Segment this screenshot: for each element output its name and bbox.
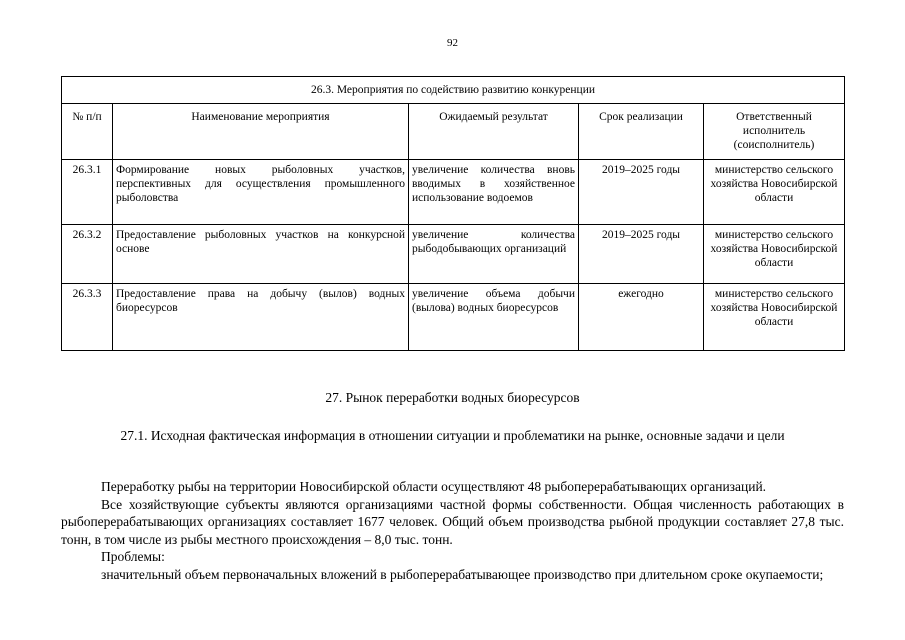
row-result: увеличение количества вновь вводимых в хозяйственное использование водоемов [409, 160, 579, 225]
row-term: ежегодно [579, 284, 704, 351]
row-num: 26.3.3 [62, 284, 113, 351]
subsection-title: 27.1. Исходная фактическая информация в отношении ситуации и проблематики на рынке, основные задачи и цели [120, 428, 785, 443]
header-name: Наименование мероприятия [113, 104, 409, 160]
header-term: Срок реализации [579, 104, 704, 160]
row-name: Предоставление права на добычу (вылов) водных биоресурсов [113, 284, 409, 351]
table-row [62, 225, 845, 284]
row-num: 26.3.2 [62, 225, 113, 284]
header-num: № п/п [62, 104, 113, 160]
section-title: 27. Рынок переработки водных биоресурсов [325, 390, 580, 405]
row-result: увеличение количества рыбодобывающих организаций [409, 225, 579, 284]
row-name: Предоставление рыболовных участков на конкурсной основе [113, 225, 409, 284]
row-name: Формирование новых рыболовных участков, перспективных для осуществления промышленного рыболовства [113, 160, 409, 225]
page-number: 92 [447, 37, 458, 49]
paragraph: значительный объем первоначальных вложений в рыбоперерабатывающее производство при длительном сроке окупаемости; [101, 566, 824, 582]
table-row [62, 160, 845, 225]
paragraph: Проблемы: [101, 549, 165, 564]
row-term: 2019–2025 годы [579, 225, 704, 284]
paragraph: Переработку рыбы на территории Новосибирской области осуществляют 48 рыбоперерабатывающих организаций. [101, 479, 767, 494]
row-responsible: министерство сельского хозяйства Новосибирской области [704, 284, 845, 351]
row-result: увеличение объема добычи (вылова) водных биоресурсов [409, 284, 579, 351]
table-caption: 26.3. Мероприятия по содействию развитию конкуренции [62, 77, 845, 104]
row-responsible: министерство сельского хозяйства Новосибирской области [704, 160, 845, 225]
table-row [62, 284, 845, 351]
paragraph: Все хозяйствующие субъекты являются организациями частной формы собственности. Общая численность работающих в рыбоперерабатывающих организациях составляет 1677 человек. Общий объем производства рыбной продукции составляет 27,8 тыс. тонн, в том числе из рыбы местного происхождения – 8,0 тыс. тонн. [61, 496, 844, 547]
table-header-row [62, 104, 845, 160]
row-term: 2019–2025 годы [579, 160, 704, 225]
body-text [61, 478, 844, 583]
row-responsible: министерство сельского хозяйства Новосибирской области [704, 225, 845, 284]
measures-table [61, 76, 845, 351]
header-responsible: Ответственный исполнитель (соисполнитель) [704, 104, 845, 160]
header-result: Ожидаемый результат [409, 104, 579, 160]
row-num: 26.3.1 [62, 160, 113, 225]
